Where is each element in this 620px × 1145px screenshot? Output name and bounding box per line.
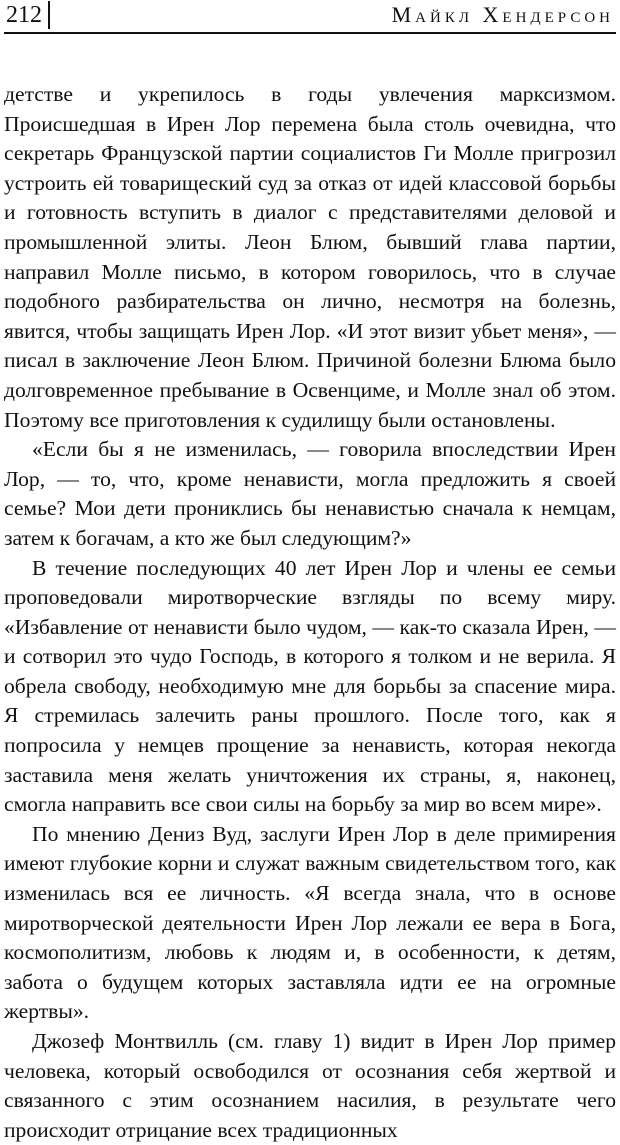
paragraph-5: Джозеф Монтвилль (см. главу 1) видит в Ирен Лор пример человека, который освободился от осознания себя жертвой и связанного с этим осознанием насилия, в результате чего происходит отрицание всех традиционных <box>4 1029 616 1142</box>
paragraph-2: «Если бы я не изменилась, — говорила впоследствии Ирен Лор, — то, что, кроме ненависти, могла предложить я своей семье? Мои дети прониклись бы ненавистью сначала к немцам, затем к богачам, а кто же был следующим?» <box>4 437 616 550</box>
page-number: 212 <box>6 1 50 29</box>
paragraph-3: В течение последующих 40 лет Ирен Лор и члены ее семьи проповедовали миротворческие взгляды по всему миру. «Избавление от ненависти было чудом, — как-то сказала Ирен, — и сотворил это чудо Господь, в которого я толком и не верила. Я обрела свободу, необходимую мне для борьбы за спасение мира. Я стремилась залечить раны прошлого. После того, как я попросила у немцев прощение за ненависть, которая некогда заставила меня желать уничтожения их страны, я, наконец, смогла направить все свои силы на борьбу за мир во всем мире». <box>4 555 616 817</box>
paragraph-4: По мнению Дениз Вуд, заслуги Ирен Лор в деле примирения имеют глубокие корни и служат важным свидетельством того, как изменилась вся ее личность. «Я всегда знала, что в основе миротворческой деятельности Ирен Лор лежали ее вера в Бога, космополитизм, любовь к людям и, в особенности, к детям, забота о будущем которых заставляла идти ее на огромные жертвы». <box>4 821 616 1024</box>
running-header <box>4 0 616 34</box>
body-text <box>4 80 616 1145</box>
running-head-author: Майкл Хендерсон <box>391 2 614 27</box>
paragraph-1: детстве и укрепилось в годы увлечения марксизмом. Происшедшая в Ирен Лор перемена была столь очевидна, что секретарь Французской партии социалистов Ги Молле пригрозил устроить ей товарищеский суд за отказ от идей классовой борьбы и готовность вступить в диалог с представителями деловой и промышленной элиты. Леон Блюм, бывший глава партии, направил Молле письмо, в котором говорилось, что в случае подобного разбирательства он лично, несмотря на болезнь, явится, чтобы защищать Ирен Лор. «И этот визит убьет меня», — писал в заключение Леон Блюм. Причиной болезни Блюма было долговременное пребывание в Освенциме, и Молле знал об этом. Поэтому все приготовления к судилищу были остановлены. <box>4 82 616 432</box>
